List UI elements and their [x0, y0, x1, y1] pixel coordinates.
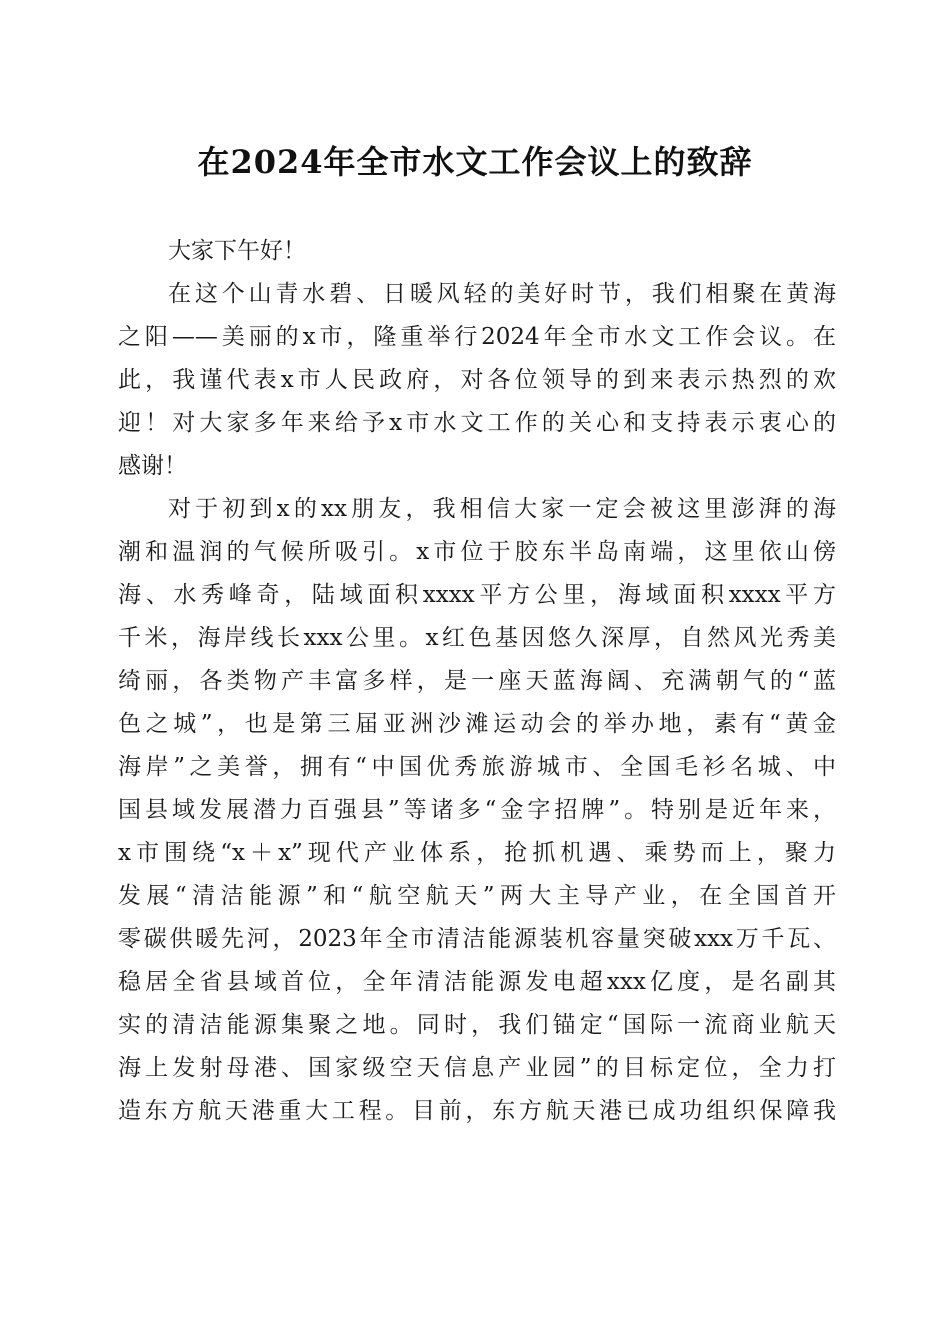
document-text-line: 迎！对大家多年来给予x市水文工作的关心和支持表示衷心的 [118, 410, 836, 436]
document-text-line: 绮丽，各类物产丰富多样，是一座天蓝海阔、充满朝气的“蓝 [118, 668, 836, 694]
document-text-line: 海上发射母港、国家级空天信息产业园”的目标定位，全力打 [118, 1055, 836, 1081]
document-text-line: 此，我谨代表x市人民政府，对各位领导的到来表示热烈的欢 [118, 367, 836, 393]
document-text-line: 海岸”之美誉，拥有“中国优秀旅游城市、全国毛衫名城、中 [118, 754, 836, 780]
document-text-line: 对于初到x的xx朋友，我相信大家一定会被这里澎湃的海 [168, 496, 836, 522]
document-text-line: 潮和温润的气候所吸引。x市位于胶东半岛南端，这里依山傍 [118, 539, 836, 565]
document-body [118, 230, 836, 1133]
document-text-line: 在这个山青水碧、日暖风轻的美好时节，我们相聚在黄海 [168, 281, 836, 307]
document-text-line: 造东方航天港重大工程。目前，东方航天港已成功组织保障我 [118, 1098, 836, 1124]
document-text-line: 零碳供暖先河，2023年全市清洁能源装机容量突破xxx万千瓦、 [118, 926, 836, 952]
document-text-line: 发展“清洁能源”和“航空航天”两大主导产业，在全国首开 [118, 883, 836, 909]
document-text-line: 大家下午好！ [168, 238, 306, 264]
document-text-line: 千米，海岸线长xxx公里。x红色基因悠久深厚，自然风光秀美 [118, 625, 836, 651]
document-title: 在2024年全市水文工作会议上的致辞 [197, 143, 753, 181]
document-text-line: 海、水秀峰奇，陆域面积xxxx平方公里，海域面积xxxx平方 [118, 582, 836, 608]
document-text-line: 实的清洁能源集聚之地。同时，我们锚定“国际一流商业航天 [118, 1012, 836, 1038]
document-text-line: 感谢！ [118, 453, 187, 479]
document-text-line: x市围绕“x＋x”现代产业体系，抢抓机遇、乘势而上，聚力 [118, 840, 836, 866]
document-text-line: 稳居全省县域首位，全年清洁能源发电超xxx亿度，是名副其 [118, 969, 836, 995]
document-text-line: 色之城”，也是第三届亚洲沙滩运动会的举办地，素有“黄金 [118, 711, 836, 737]
document-text-line: 国县域发展潜力百强县”等诸多“金字招牌”。特别是近年来， [118, 797, 836, 823]
document-text-line: 之阳——美丽的x市，隆重举行2024年全市水文工作会议。在 [118, 324, 836, 350]
